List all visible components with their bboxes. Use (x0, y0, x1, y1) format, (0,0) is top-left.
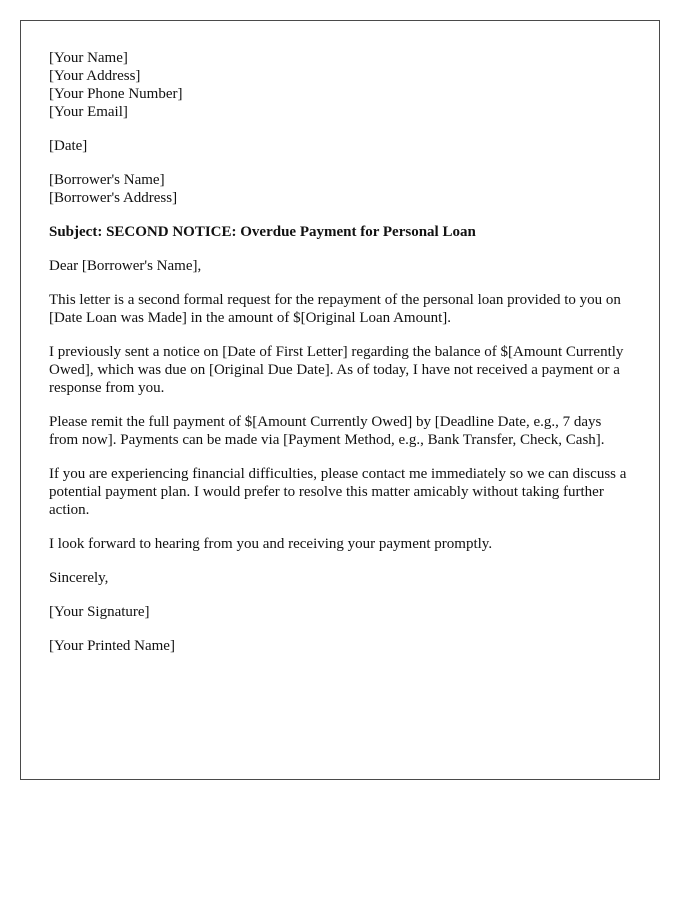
body-paragraph-1: This letter is a second formal request for the repayment of the personal loan provided to you on [Date Loan was Made] in the amount of $[Original Loan Amount]. (49, 292, 621, 326)
sender-email: [Your Email] (49, 104, 128, 120)
subject-line: Subject: SECOND NOTICE: Overdue Payment for Personal Loan (49, 224, 476, 240)
letter-date: [Date] (49, 138, 88, 154)
recipient-name: [Borrower's Name] (49, 172, 165, 188)
recipient-block (49, 171, 631, 207)
sender-address: [Your Address] (49, 68, 141, 84)
recipient-address: [Borrower's Address] (49, 190, 178, 206)
body-paragraph-2: I previously sent a notice on [Date of First Letter] regarding the balance of $[Amount Currently Owed], which was due on [Original Due Date]. As of today, I have not received a payment or a response from you. (49, 344, 624, 396)
signature: [Your Signature] (49, 604, 150, 620)
closing: Sincerely, (49, 570, 109, 586)
body-paragraph-4: If you are experiencing financial difficulties, please contact me immediately so we can discuss a potential payment plan. I would prefer to resolve this matter amicably without taking further action. (49, 466, 627, 518)
letter (20, 20, 660, 780)
body-paragraph-5: I look forward to hearing from you and receiving your payment promptly. (49, 536, 493, 552)
printed-name: [Your Printed Name] (49, 638, 175, 654)
sender-block (49, 49, 631, 121)
sender-name: [Your Name] (49, 50, 128, 66)
body-paragraph-3: Please remit the full payment of $[Amount Currently Owed] by [Deadline Date, e.g., 7 days from now]. Payments can be made via [Payment Method, e.g., Bank Transfer, Check, Cash]. (49, 414, 605, 448)
sender-phone: [Your Phone Number] (49, 86, 183, 102)
salutation: Dear [Borrower's Name], (49, 258, 202, 274)
